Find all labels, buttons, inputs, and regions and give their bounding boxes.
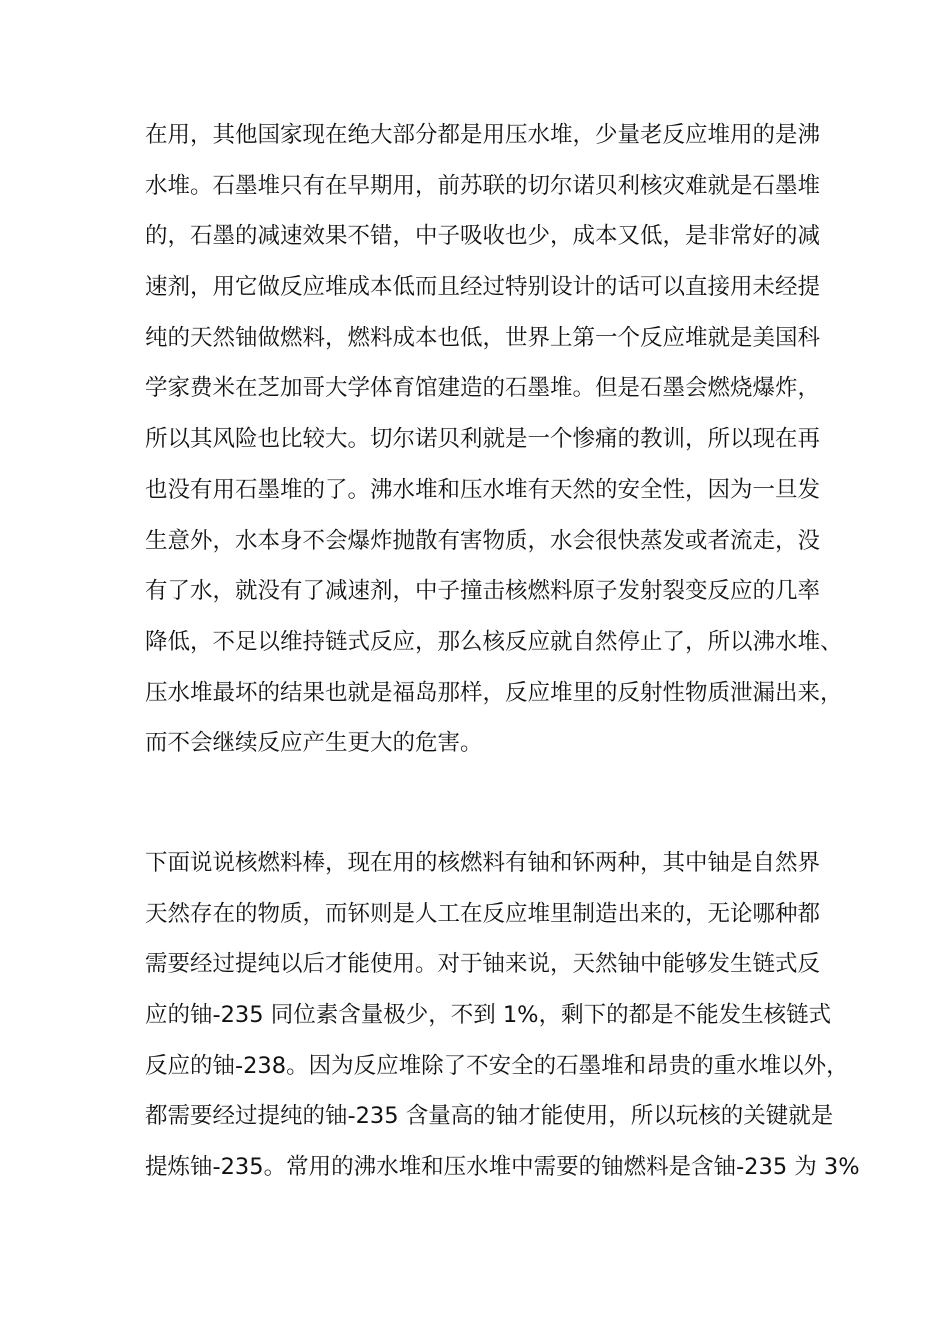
- text-line: 需要经过提纯以后才能使用。对于铀来说，天然铀中能够发生链式反: [145, 951, 821, 978]
- text-line: 有了水，就没有了减速剂，中子撞击核燃料原子发射裂变反应的几率: [145, 578, 821, 605]
- text-line: 天然存在的物质，而钚则是人工在反应堆里制造出来的，无论哪种都: [145, 900, 821, 927]
- text-line: 应的铀-235 同位素含量极少，不到 1%，剩下的都是不能发生核链式: [145, 1002, 832, 1029]
- text-line: 在用，其他国家现在绝大部分都是用压水堆，少量老反应堆用的是沸: [145, 122, 821, 148]
- text-line: 学家费米在芝加哥大学体育馆建造的石墨堆。但是石墨会燃烧爆炸，: [145, 375, 821, 402]
- text-line: 的，石墨的减速效果不错，中子吸收也少，成本又低，是非常好的减: [145, 223, 821, 250]
- text-line: 所以其风险也比较大。切尔诺贝利就是一个惨痛的教训，所以现在再: [145, 426, 821, 453]
- text-line: 都需要经过提纯的铀-235 含量高的铀才能使用，所以玩核的关键就是: [145, 1103, 834, 1130]
- text-line: 提炼铀-235。常用的沸水堆和压水堆中需要的铀燃料是含铀-235 为 3%: [145, 1154, 860, 1181]
- text-line: 下面说说核燃料棒，现在用的核燃料有铀和钚两种，其中铀是自然界: [145, 850, 821, 876]
- paragraph-fuel-rods: [145, 838, 860, 1193]
- text-line: 而不会继续反应产生更大的危害。: [145, 730, 483, 757]
- text-line: 压水堆最坏的结果也就是福岛那样，反应堆里的反射性物质泄漏出来，: [145, 679, 843, 706]
- text-line: 水堆。石墨堆只有在早期用，前苏联的切尔诺贝利核灾难就是石墨堆: [145, 172, 821, 199]
- text-line: 反应的铀-238。因为反应堆除了不安全的石墨堆和昂贵的重水堆以外，: [145, 1052, 849, 1079]
- paragraph-reactor-types: [145, 110, 843, 769]
- text-line: 纯的天然铀做燃料，燃料成本也低，世界上第一个反应堆就是美国科: [145, 324, 821, 351]
- text-line: 生意外，水本身不会爆炸抛散有害物质，水会很快蒸发或者流走，没: [145, 527, 821, 554]
- text-line: 也没有用石墨堆的了。沸水堆和压水堆有天然的安全性，因为一旦发: [145, 476, 821, 503]
- text-line: 速剂，用它做反应堆成本低而且经过特别设计的话可以直接用未经提: [145, 274, 821, 301]
- text-line: 降低，不足以维持链式反应，那么核反应就自然停止了，所以沸水堆、: [145, 628, 843, 655]
